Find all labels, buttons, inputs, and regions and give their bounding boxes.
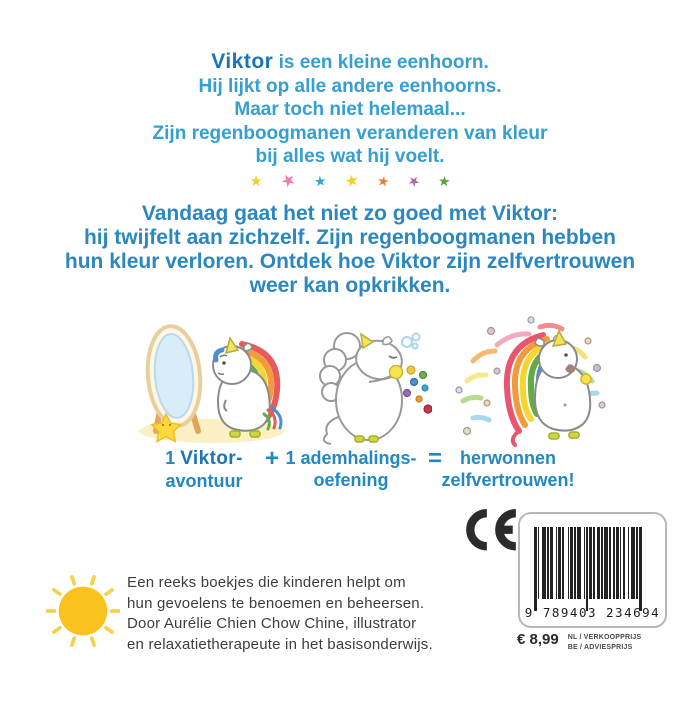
barcode-bar (604, 527, 608, 599)
brand-name: Viktor- (180, 448, 243, 469)
equation-item2-line2: oefening (313, 470, 389, 490)
equation-item-zelfvertrouwen (436, 447, 580, 491)
brand-name: Viktor (211, 50, 274, 73)
synopsis-line1: Vandaag gaat het niet zo goed met Viktor: (141, 202, 559, 225)
barcode-bar (609, 527, 610, 599)
barcode-bar (616, 527, 619, 599)
breathing-unicorn-illustration (297, 320, 432, 450)
barcode-bar (550, 527, 553, 599)
confetti-dots (404, 366, 433, 413)
star-icon: ★ (313, 172, 328, 190)
price-note-be: BE / ADVIESPRIJS (567, 643, 633, 651)
intro-line5: bij alles wat hij voelt. (255, 146, 445, 167)
star-icon: ★ (249, 173, 263, 190)
synopsis-line2: hij twijfelt aan zichzelf. Zijn regenboogmanen hebben (83, 226, 617, 249)
barcode-bar (584, 527, 585, 599)
unicorn-figure (213, 338, 281, 437)
intro-line1 (0, 50, 700, 75)
synopsis-text (0, 202, 700, 298)
equation-item-ademhalingsoefening (283, 447, 419, 491)
price-notes (568, 631, 642, 652)
ce-mark-icon (462, 508, 520, 554)
barcode-bar (574, 527, 575, 599)
barcode-bar (568, 527, 569, 599)
equals-sign: = (427, 445, 442, 472)
barcode-bar (623, 527, 626, 599)
barcode-bar (631, 527, 635, 599)
intro-line3: Maar toch niet helemaal... (234, 99, 466, 120)
series-line4: en relaxatietherapeute in het basisonderwijs. (127, 635, 433, 653)
barcode-bar (547, 527, 548, 599)
star-icon: ★ (404, 170, 424, 192)
series-line2: hun gevoelens te benoemen en beheersen. (127, 594, 425, 612)
barcode-bar (639, 527, 642, 611)
breath-puff-icon (402, 334, 420, 349)
plus-sign: + (264, 445, 279, 472)
intro-text (0, 50, 700, 169)
barcode-bar (556, 527, 557, 599)
equation-item1-line1 (138, 447, 270, 470)
price-block (517, 631, 641, 652)
sun-icon (46, 574, 120, 648)
stars-row (0, 169, 700, 193)
star-icon: ★ (342, 171, 361, 192)
sad-unicorn-mirror-icon (130, 318, 295, 448)
barcode-bar (593, 527, 594, 599)
barcode-number: 9 789403 234694 (524, 605, 661, 620)
barcode-bar (601, 527, 602, 599)
barcode-bar (586, 527, 587, 611)
barcode-bar (597, 527, 600, 599)
barcode-bar (562, 527, 563, 599)
series-description (127, 573, 447, 655)
synopsis-line3: hun kleur verloren. Ontdek hoe Viktor zijn zelfvertrouwen (64, 250, 636, 273)
barcode-bar (570, 527, 573, 599)
barcode-bar (636, 527, 637, 599)
happy-unicorn-icon (445, 313, 610, 448)
mirror-unicorn-illustration (130, 318, 295, 448)
barcode-bar (577, 527, 581, 599)
equation-row (0, 447, 700, 499)
intro-line4: Zijn regenboogmanen veranderen van kleur (152, 122, 548, 144)
series-line3: Door Aurélie Chien Chow Chine, illustrator (127, 615, 417, 632)
star-icon: ★ (375, 172, 391, 190)
barcode-bars (534, 527, 643, 613)
synopsis-line4: weer kan opkrikken. (249, 274, 451, 297)
barcode-bar (589, 527, 592, 599)
series-line1: Een reeks boekjes die kinderen helpt om (127, 574, 406, 591)
barcode-bar (620, 527, 621, 599)
equation-item-viktor-avontuur (138, 447, 270, 492)
equation-item1-line2: avontuur (165, 471, 243, 491)
equation-item3-line2: zelfvertrouwen! (441, 470, 575, 490)
intro-line2: Hij lijkt op alle andere eenhoorns. (198, 75, 502, 97)
star-icon: ★ (437, 172, 452, 190)
barcode-bar (628, 527, 629, 599)
star-icon: ★ (276, 168, 300, 193)
barcode-bar (613, 527, 614, 599)
barcode (518, 512, 667, 628)
equation-item3-line1: herwonnen (459, 448, 556, 468)
price: € 8,99 (517, 631, 559, 648)
happy-unicorn-illustration (445, 313, 610, 448)
price-note-nl: NL / VERKOOPPRIJS (567, 634, 642, 641)
barcode-bar (542, 527, 546, 599)
barcode-bar (538, 527, 539, 599)
equation-item1-number: 1 (165, 448, 181, 468)
barcode-bar (558, 527, 561, 599)
unicorn-blowing-icon (297, 320, 432, 450)
barcode-bar (534, 527, 537, 611)
mirror-icon (144, 324, 205, 431)
equation-item2-line1: 1 ademhalings- (285, 448, 417, 468)
intro-line1-rest: is een kleine eenhoorn. (273, 52, 489, 73)
